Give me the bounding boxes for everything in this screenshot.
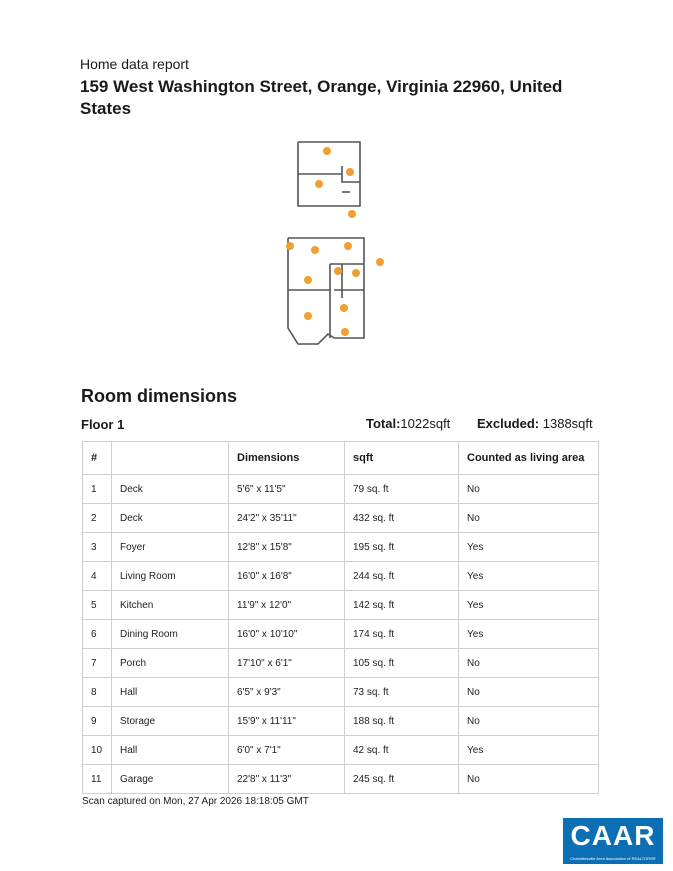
room-sqft: 195 sq. ft <box>345 533 459 562</box>
living-area-flag: Yes <box>459 591 599 620</box>
table-row <box>83 678 599 707</box>
room-dimensions: 12'8" x 15'8" <box>229 533 345 562</box>
room-name: Dining Room <box>112 620 229 649</box>
floor-label: Floor 1 <box>81 417 125 432</box>
row-number: 8 <box>83 678 112 707</box>
floorplan-marker <box>315 180 323 188</box>
floorplan-marker <box>340 304 348 312</box>
column-header-number: # <box>83 442 112 475</box>
floorplan-marker <box>346 168 354 176</box>
living-area-flag: Yes <box>459 562 599 591</box>
living-area-flag: No <box>459 504 599 533</box>
room-dimensions: 16'0" x 16'8" <box>229 562 345 591</box>
table-row <box>83 504 599 533</box>
floorplan-marker <box>304 312 312 320</box>
row-number: 10 <box>83 736 112 765</box>
table-row <box>83 736 599 765</box>
column-header-living-area: Counted as living area <box>459 442 599 475</box>
row-number: 1 <box>83 475 112 504</box>
floorplan-marker <box>323 147 331 155</box>
floorplan-marker <box>352 269 360 277</box>
table-row <box>83 475 599 504</box>
total-value: 1022sqft <box>400 416 451 431</box>
room-sqft: 244 sq. ft <box>345 562 459 591</box>
floorplan-marker <box>341 328 349 336</box>
scan-captured-note: Scan captured on Mon, 27 Apr 2026 18:18:05 GMT <box>82 796 309 807</box>
room-sqft: 42 sq. ft <box>345 736 459 765</box>
floorplan-wall <box>288 238 334 344</box>
row-number: 5 <box>83 591 112 620</box>
room-name: Foyer <box>112 533 229 562</box>
caar-logo-subtext: Charlottesville Area Association of REALTORS® <box>570 856 656 861</box>
living-area-flag: Yes <box>459 736 599 765</box>
floor-plan-diagram <box>278 138 388 350</box>
living-area-flag: Yes <box>459 620 599 649</box>
row-number: 11 <box>83 765 112 794</box>
table-row <box>83 591 599 620</box>
table-row <box>83 765 599 794</box>
column-header-dimensions: Dimensions <box>229 442 345 475</box>
living-area-flag: No <box>459 678 599 707</box>
room-sqft: 73 sq. ft <box>345 678 459 707</box>
total-label: Total: <box>366 416 401 431</box>
row-number: 4 <box>83 562 112 591</box>
report-label: Home data report <box>80 56 189 72</box>
floorplan-marker <box>311 246 319 254</box>
room-dimensions: 24'2" x 35'11" <box>229 504 345 533</box>
room-dimensions: 17'10" x 6'1" <box>229 649 345 678</box>
room-sqft: 105 sq. ft <box>345 649 459 678</box>
room-name: Deck <box>112 504 229 533</box>
floorplan-marker <box>344 242 352 250</box>
room-dimensions: 6'0" x 7'1" <box>229 736 345 765</box>
table-row <box>83 562 599 591</box>
row-number: 9 <box>83 707 112 736</box>
table-header-row <box>83 442 599 475</box>
room-sqft: 432 sq. ft <box>345 504 459 533</box>
excluded-label: Excluded: <box>477 416 540 431</box>
floorplan-marker <box>334 267 342 275</box>
room-sqft: 79 sq. ft <box>345 475 459 504</box>
row-number: 7 <box>83 649 112 678</box>
total-area <box>366 416 450 431</box>
room-name: Garage <box>112 765 229 794</box>
living-area-flag: No <box>459 765 599 794</box>
row-number: 3 <box>83 533 112 562</box>
room-name: Hall <box>112 736 229 765</box>
room-dimensions-table <box>82 441 599 794</box>
living-area-flag: Yes <box>459 533 599 562</box>
room-dimensions: 16'0" x 10'10" <box>229 620 345 649</box>
row-number: 2 <box>83 504 112 533</box>
floorplan-marker <box>376 258 384 266</box>
room-dimensions: 5'6" x 11'5" <box>229 475 345 504</box>
room-dimensions: 6'5" x 9'3" <box>229 678 345 707</box>
living-area-flag: No <box>459 649 599 678</box>
caar-logo <box>563 818 663 864</box>
room-sqft: 188 sq. ft <box>345 707 459 736</box>
room-name: Deck <box>112 475 229 504</box>
table-row <box>83 707 599 736</box>
living-area-flag: No <box>459 707 599 736</box>
caar-logo-text: CAAR <box>570 820 656 851</box>
column-header-sqft: sqft <box>345 442 459 475</box>
room-name: Hall <box>112 678 229 707</box>
floorplan-marker <box>348 210 356 218</box>
table-row <box>83 533 599 562</box>
room-name: Living Room <box>112 562 229 591</box>
floorplan-wall <box>288 238 364 338</box>
row-number: 6 <box>83 620 112 649</box>
room-name: Porch <box>112 649 229 678</box>
room-sqft: 245 sq. ft <box>345 765 459 794</box>
room-name: Storage <box>112 707 229 736</box>
property-address: 159 West Washington Street, Orange, Virginia 22960, United States <box>80 77 563 118</box>
room-dimensions: 11'9" x 12'0" <box>229 591 345 620</box>
room-dimensions: 22'8" x 11'3" <box>229 765 345 794</box>
table-row <box>83 649 599 678</box>
room-dimensions: 15'9" x 11'11" <box>229 707 345 736</box>
living-area-flag: No <box>459 475 599 504</box>
section-title: Room dimensions <box>81 386 238 406</box>
column-header-room <box>112 442 229 475</box>
floorplan-marker <box>286 242 294 250</box>
room-sqft: 174 sq. ft <box>345 620 459 649</box>
table-row <box>83 620 599 649</box>
excluded-area <box>477 416 593 431</box>
excluded-value: 1388sqft <box>542 416 593 431</box>
room-name: Kitchen <box>112 591 229 620</box>
floorplan-marker <box>304 276 312 284</box>
room-sqft: 142 sq. ft <box>345 591 459 620</box>
room-rows <box>83 475 599 794</box>
